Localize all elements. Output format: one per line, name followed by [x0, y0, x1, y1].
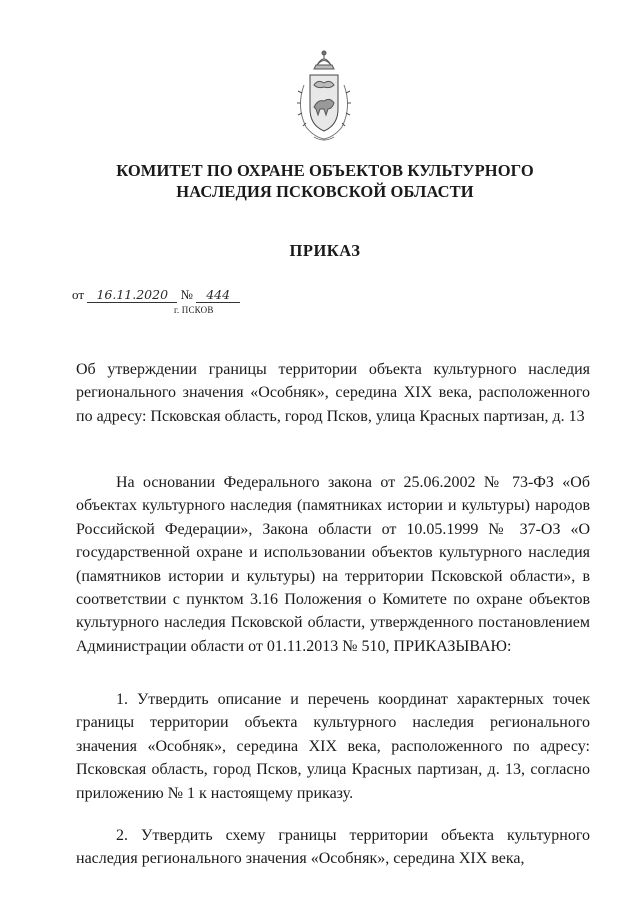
pskov-coat-of-arms-icon	[294, 47, 354, 143]
order-item-2: 2. Утвердить схему границы территории объекта культурного наследия регионального значения «Особняк», середина XIX века,	[76, 827, 590, 868]
handwritten-number: 444	[196, 288, 240, 303]
dateline	[72, 287, 240, 303]
number-label: №	[180, 287, 193, 302]
handwritten-date: 16.11.2020	[87, 288, 177, 303]
document-type: ПРИКАЗ	[289, 241, 361, 260]
order-subject: Об утверждении границы территории объекта культурного наследия регионального значения «Особняк», середина XIX века, расположенного по адресу: Псковская область, город Псков, улица Красных партизан, д. 13	[76, 361, 590, 425]
committee-title-line1: КОМИТЕТ ПО ОХРАНЕ ОБЪЕКТОВ КУЛЬТУРНОГО	[116, 161, 534, 180]
city-label: г. ПСКОВ	[174, 305, 214, 315]
from-label: от	[72, 287, 85, 302]
order-item-1: 1. Утвердить описание и перечень координат характерных точек границы территории объекта культурного наследия регионального значения «Особняк», середина XIX века, расположенного по адресу: Псковская область, город Псков, улица Красных партизан, д. 13, согласно приложению № 1 к настоящему приказу.	[76, 691, 590, 802]
order-preamble: На основании Федерального закона от 25.06.2002 № 73-ФЗ «Об объектах культурного наследия (памятниках истории и культуры) народов Российской Федерации», Закона области от 10.05.1999 № 37-ОЗ «О государственной охране и использовании объектов культурного наследия (памятников истории и культуры) на территории Псковской области», в соответствии с пунктом 3.16 Положения о Комитете по охране объектов культурного наследия Псковской области, утвержденного постановлением Администрации области от 01.11.2013 № 510, ПРИКАЗЫВАЮ:	[76, 474, 590, 655]
committee-title	[60, 160, 590, 202]
committee-title-line2: НАСЛЕДИЯ ПСКОВСКОЙ ОБЛАСТИ	[176, 182, 474, 201]
